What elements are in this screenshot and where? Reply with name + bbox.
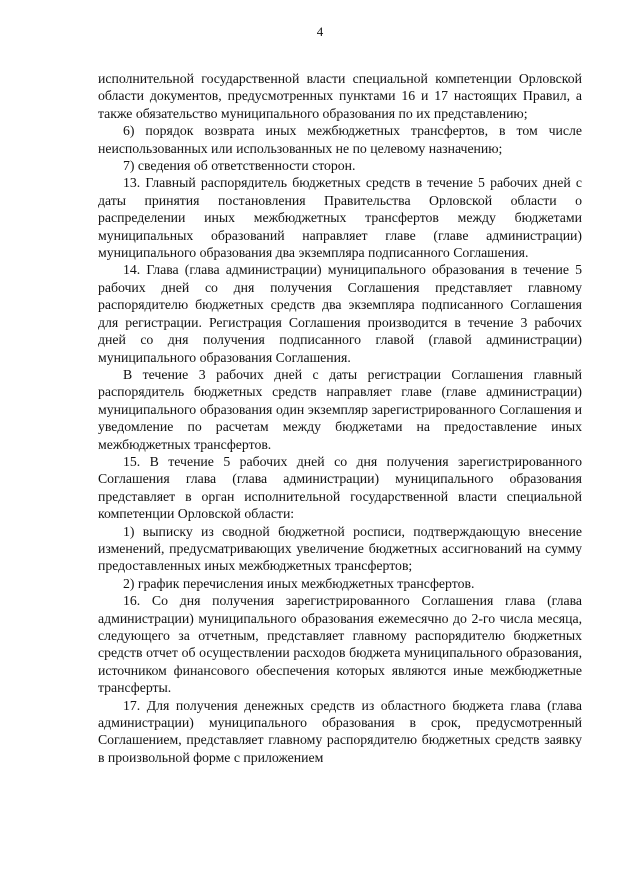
paragraph: 1) выписку из сводной бюджетной росписи, подтверждающую внесение изменений, предусматривающих увеличение бюджетных ассигнований на сумму предоставленных иных межбюджетных трансфертов; <box>98 523 582 574</box>
paragraph: 15. В течение 5 рабочих дней со дня получения зарегистрированного Соглашения глава (глава администрации) муниципального образования представляет в орган исполнительной государственной власти специальной компетенции Орловской области: <box>98 453 582 522</box>
paragraph: 14. Глава (глава администрации) муниципального образования в течение 5 рабочих дней со дня получения Соглашения представляет главному распорядителю бюджетных средств два экземпляра подписанного Соглашения для регистрации. Регистрация Соглашения производится в течение 3 рабочих дней со дня получения подписанного главой (главой администрации) муниципального образования Соглашения. <box>98 262 582 365</box>
page-number: 4 <box>316 24 324 39</box>
paragraph: 17. Для получения денежных средств из областного бюджета глава (глава администрации) муниципального образования в срок, предусмотренный Соглашением, представляет главному распорядителю бюджетных средств заявку в произвольной форме с приложением <box>98 697 582 765</box>
document-body <box>98 70 582 766</box>
paragraph: 6) порядок возврата иных межбюджетных трансфертов, в том числе неиспользованных или использованных не по целевому назначению; <box>98 123 582 156</box>
paragraph: исполнительной государственной власти специальной компетенции Орловской области документов, предусмотренных пунктами 16 и 17 настоящих Правил, а также обязательство муниципального образования по их представлению; <box>98 71 582 121</box>
paragraph: 13. Главный распорядитель бюджетных средств в течение 5 рабочих дней с даты принятия постановления Правительства Орловской области о распределении иных межбюджетных трансфертов между бюджетами муниципальных образований направляет главе (главе администрации) муниципального образования два экземпляра подписанного Соглашения. <box>98 175 582 261</box>
paragraph: 16. Со дня получения зарегистрированного Соглашения глава (глава администрации) муниципального образования ежемесячно до 2-го числа месяца, следующего за отчетным, представляет главному распорядителю бюджетных средств отчет об осуществлении расходов бюджета муниципального образования, источником финансового обеспечения которых являются иные межбюджетные трансферты. <box>98 593 582 696</box>
paragraph: 2) график перечисления иных межбюджетных трансфертов. <box>123 575 475 591</box>
paragraph: 7) сведения об ответственности сторон. <box>123 158 356 174</box>
paragraph: В течение 3 рабочих дней с даты регистрации Соглашения главный распорядитель бюджетных средств направляет главе (главе администрации) муниципального образования один экземпляр зарегистрированного Соглашения и уведомление по расчетам между бюджетами на предоставление иных межбюджетных трансфертов. <box>98 366 582 452</box>
